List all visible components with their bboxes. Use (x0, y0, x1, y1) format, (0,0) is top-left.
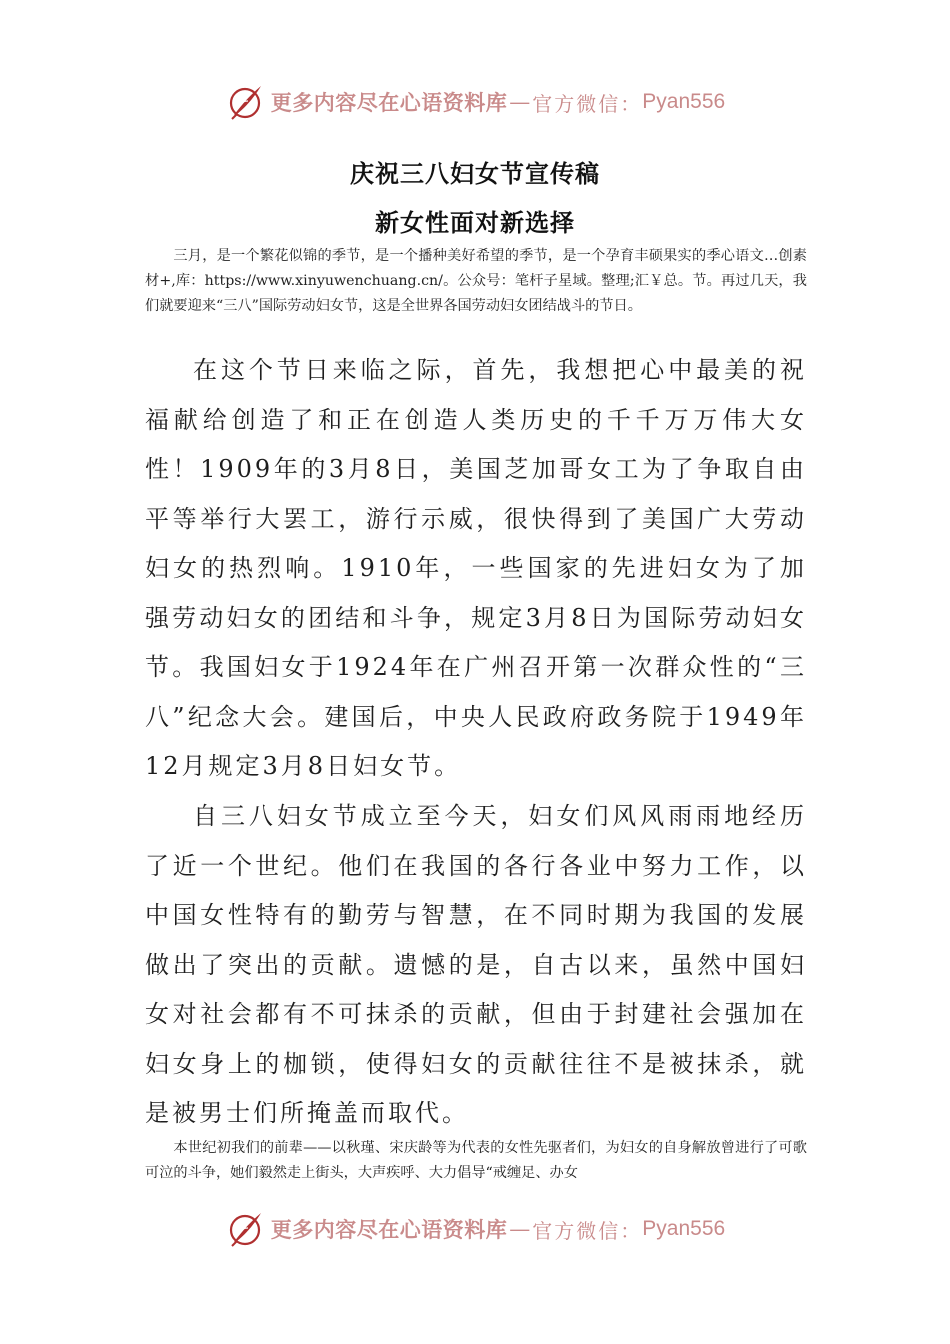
document-subtitle: 新女性面对新选择 (375, 208, 575, 237)
quill-pen-circle-icon (225, 82, 265, 122)
header-watermark-banner (0, 80, 950, 124)
banner-wechat-id: Pyan556 (642, 90, 726, 113)
quill-pen-circle-icon (225, 1209, 265, 1249)
pioneers-paragraph: 本世纪初我们的前辈——以秋瑾、宋庆龄等为代表的女性先驱者们，为妇女的自身解放曾进行了可歌可泣的斗争，她们毅然走上街头，大声疾呼、大力倡导“戒缠足、办女 (145, 1140, 807, 1181)
banner-main-text: 更多内容尽在心语资料库 (270, 1217, 508, 1242)
banner-separator: — (509, 1217, 531, 1241)
contribution-paragraph: 自三八妇女节成立至今天，妇女们风风雨雨地经历了近一个世纪。他们在我国的各行各业中努力工作，以中国女性特有的勤劳与智慧，在不同时期为我国的发展做出了突出的贡献。遗憾的是，自古以来，虽然中国妇女对社会都有不可抹杀的贡献，但由于封建社会强加在妇女身上的枷锁，使得妇女的贡献往往不是被抹杀，就是被男士们所掩盖而取代。 (145, 802, 807, 1127)
banner-separator: — (509, 90, 531, 114)
footer-watermark-banner (0, 1207, 950, 1251)
banner-main-text: 更多内容尽在心语资料库 (270, 90, 508, 115)
history-paragraph: 在这个节日来临之际，首先，我想把心中最美的祝福献给创造了和正在创造人类历史的千千万万伟大女性！1909年的3月8日，美国芝加哥女工为了争取自由平等举行大罢工，游行示威，很快得到了美国广大劳动妇女的热烈响。1910年，一些国家的先进妇女为了加强劳动妇女的团结和斗争，规定3月8日为国际劳动妇女节。我国妇女于1924年在广州召开第一次群众性的“三八”纪念大会。建国后，中央人民政府政务院于1949年12月规定3月8日妇女节。 (145, 356, 807, 780)
intro-paragraph: 三月，是一个繁花似锦的季节，是一个播种美好希望的季节，是一个孕育丰硕果实的季心语文…创素材+,库：https://www.xinyuwenchuang.cn/。公众号：笔杆子星域。整理;汇￥总。节。再过几天，我们就要迎来“三八”国际劳动妇女节，这是全世界各国劳动妇女团结战斗的节日。 (145, 248, 807, 314)
document-title: 庆祝三八妇女节宣传稿 (350, 159, 600, 188)
banner-wechat-label: 官方微信： (532, 1218, 643, 1243)
banner-wechat-id: Pyan556 (642, 1217, 726, 1240)
banner-wechat-label: 官方微信： (532, 91, 643, 116)
